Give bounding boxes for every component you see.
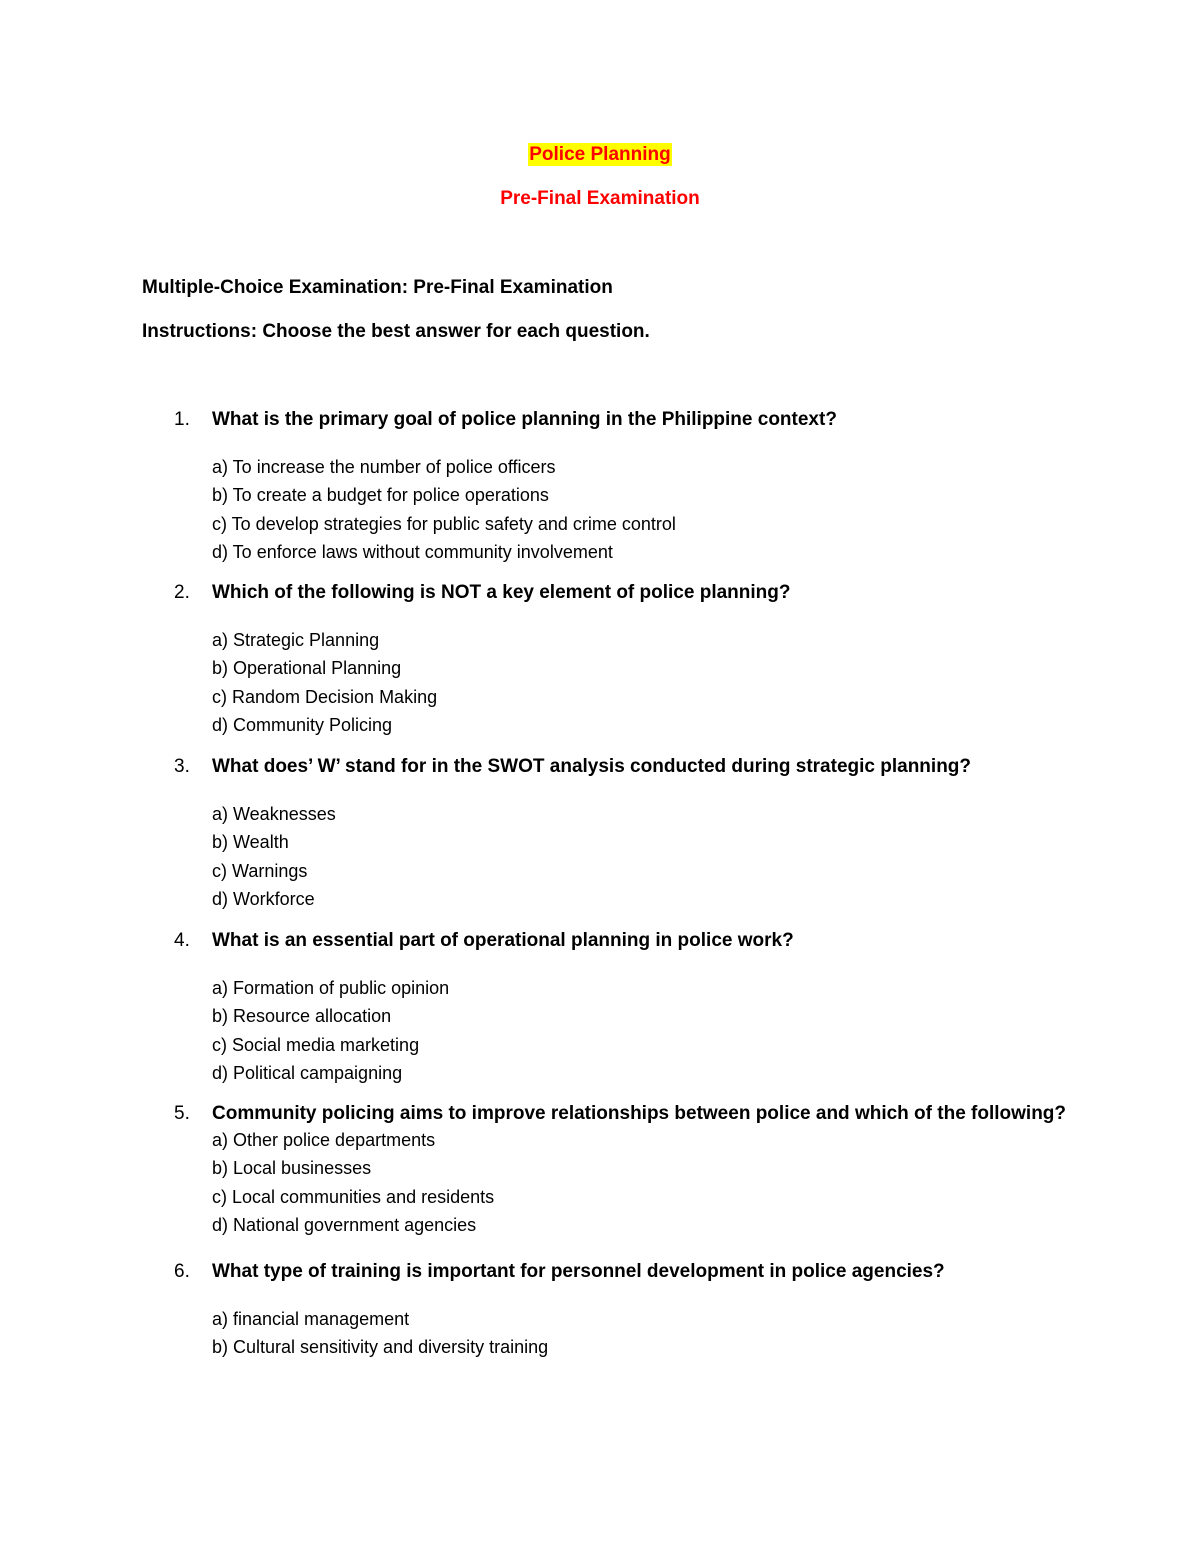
- answer-option: a) financial management: [212, 1309, 410, 1329]
- exam-instructions: Instructions: Choose the best answer for each question.: [142, 321, 650, 342]
- question-4: [0, 929, 1200, 1087]
- answer-option: b) Wealth: [212, 832, 289, 853]
- answer-option: c) Social media marketing: [212, 1034, 420, 1055]
- answer-option: c) To develop strategies for public safety and crime control: [212, 513, 676, 534]
- question-1: [0, 408, 1200, 566]
- question-2: [0, 581, 1200, 739]
- answer-option: b) Operational Planning: [212, 658, 402, 679]
- answer-option: a) To increase the number of police officers: [212, 457, 556, 477]
- answer-option: a) Formation of public opinion: [212, 978, 450, 998]
- answer-option: d) National government agencies: [212, 1214, 477, 1235]
- answer-option: d) Community Policing: [212, 714, 393, 735]
- answer-option: a) Other police departments: [212, 1130, 436, 1150]
- answer-option: b) To create a budget for police operations: [212, 485, 549, 506]
- question-number: 3.: [174, 756, 190, 777]
- answer-option: d) To enforce laws without community involvement: [212, 541, 613, 562]
- document-subtitle: [0, 187, 1200, 211]
- document-subtitle-text: Pre-Final Examination: [500, 188, 700, 209]
- question-text: What is the primary goal of police planning in the Philippine context?: [212, 409, 837, 430]
- answer-options: [212, 1305, 1200, 1362]
- document-title-text: Police Planning: [529, 144, 671, 165]
- document-title: [0, 143, 1200, 167]
- answer-option: c) Warnings: [212, 860, 308, 881]
- question-3: [0, 755, 1200, 913]
- question-number: 5.: [174, 1103, 190, 1124]
- question-number: 1.: [174, 409, 190, 430]
- answer-option: c) Local communities and residents: [212, 1186, 495, 1207]
- answer-options: [212, 453, 1200, 566]
- answer-option: d) Political campaigning: [212, 1062, 403, 1083]
- question-number: 4.: [174, 930, 190, 951]
- answer-option: c) Random Decision Making: [212, 686, 438, 707]
- exam-heading: Multiple-Choice Examination: Pre-Final Examination: [142, 277, 613, 298]
- question-number: 6.: [174, 1261, 190, 1282]
- question-text: Community policing aims to improve relationships between police and which of the following?: [212, 1103, 1067, 1124]
- answer-option: b) Local businesses: [212, 1158, 372, 1179]
- question-text: What type of training is important for personnel development in police agencies?: [212, 1261, 945, 1282]
- question-text: What does’ W’ stand for in the SWOT analysis conducted during strategic planning?: [212, 756, 972, 777]
- answer-option: b) Cultural sensitivity and diversity training: [212, 1337, 549, 1358]
- question-number: 2.: [174, 582, 190, 603]
- answer-option: a) Weaknesses: [212, 804, 336, 824]
- question-text: What is an essential part of operational planning in police work?: [212, 930, 794, 951]
- answer-options: [212, 800, 1200, 913]
- answer-options: [212, 974, 1200, 1087]
- question-5: [0, 1102, 1200, 1239]
- answer-options: [212, 1126, 1200, 1239]
- answer-option: a) Strategic Planning: [212, 630, 380, 650]
- answer-option: d) Workforce: [212, 888, 315, 909]
- answer-option: b) Resource allocation: [212, 1006, 392, 1027]
- question-6: [0, 1260, 1200, 1362]
- answer-options: [212, 626, 1200, 739]
- question-text: Which of the following is NOT a key element of police planning?: [212, 582, 791, 603]
